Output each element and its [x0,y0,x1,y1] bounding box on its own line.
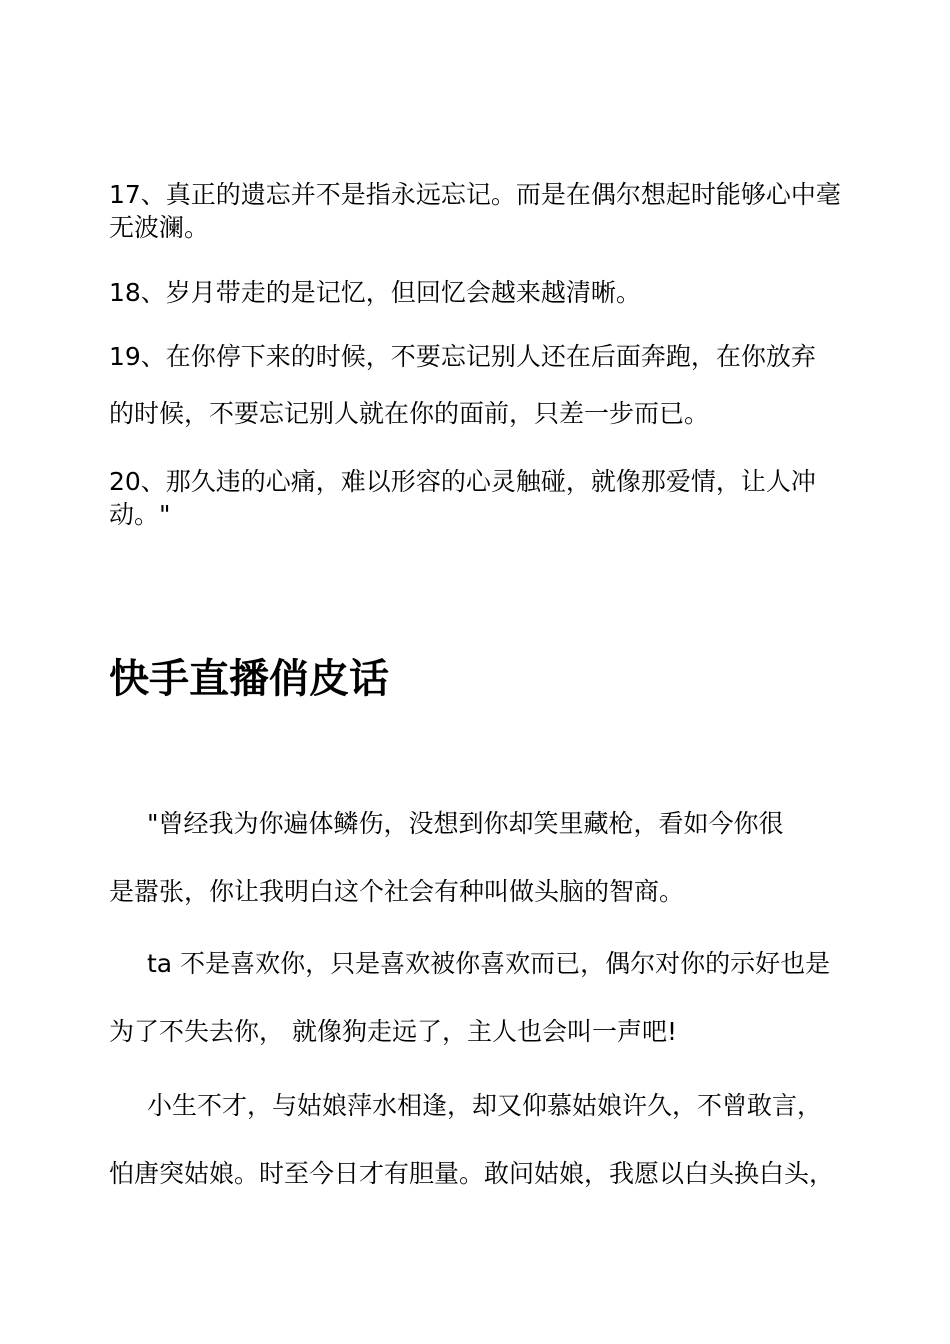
list-item-text: 18、岁月带走的是记忆，但回忆会越来越清晰。 [109,278,641,307]
list-item-text: 无波澜。 [109,213,210,242]
list-item-19-line1: 19、在你停下来的时候，不要忘记别人还在后面奔跑，在你放弃 [109,342,816,371]
paragraph-2-line1: ta 不是喜欢你，只是喜欢被你喜欢而已，偶尔对你的示好也是 [147,949,831,978]
list-item-text: 17、真正的遗忘并不是指永远忘记。而是在偶尔想起时能够心中毫 [109,180,841,209]
list-item-19-line2: 的时候，不要忘记别人就在你的面前，只差一步而已。 [109,399,710,428]
list-item-18 [109,276,869,309]
paragraph-1-line1: "曾经我为你遍体鳞伤，没想到你却笑里藏枪，看如今你很 [147,809,784,838]
list-item-20 [109,465,869,531]
section-title: 快手直播俏皮话 [109,656,389,702]
list-item-text: 20、那久违的心痛，难以形容的心灵触碰，就像那爱情，让人冲 [109,467,816,496]
list-item-text: 动。" [109,500,171,529]
paragraph-2-line2: 为了不失去你， 就像狗走远了，主人也会叫一声吧! [109,1017,677,1046]
paragraph-3-line2: 怕唐突姑娘。时至今日才有胆量。敢问姑娘，我愿以白头换白头， [109,1159,835,1188]
paragraph-3-line1: 小生不才，与姑娘萍水相逢，却又仰慕姑娘许久，不曾敢言， [147,1091,823,1120]
list-item-17 [109,178,869,244]
paragraph-1-line2: 是嚣张，你让我明白这个社会有种叫做头脑的智商。 [109,877,685,906]
